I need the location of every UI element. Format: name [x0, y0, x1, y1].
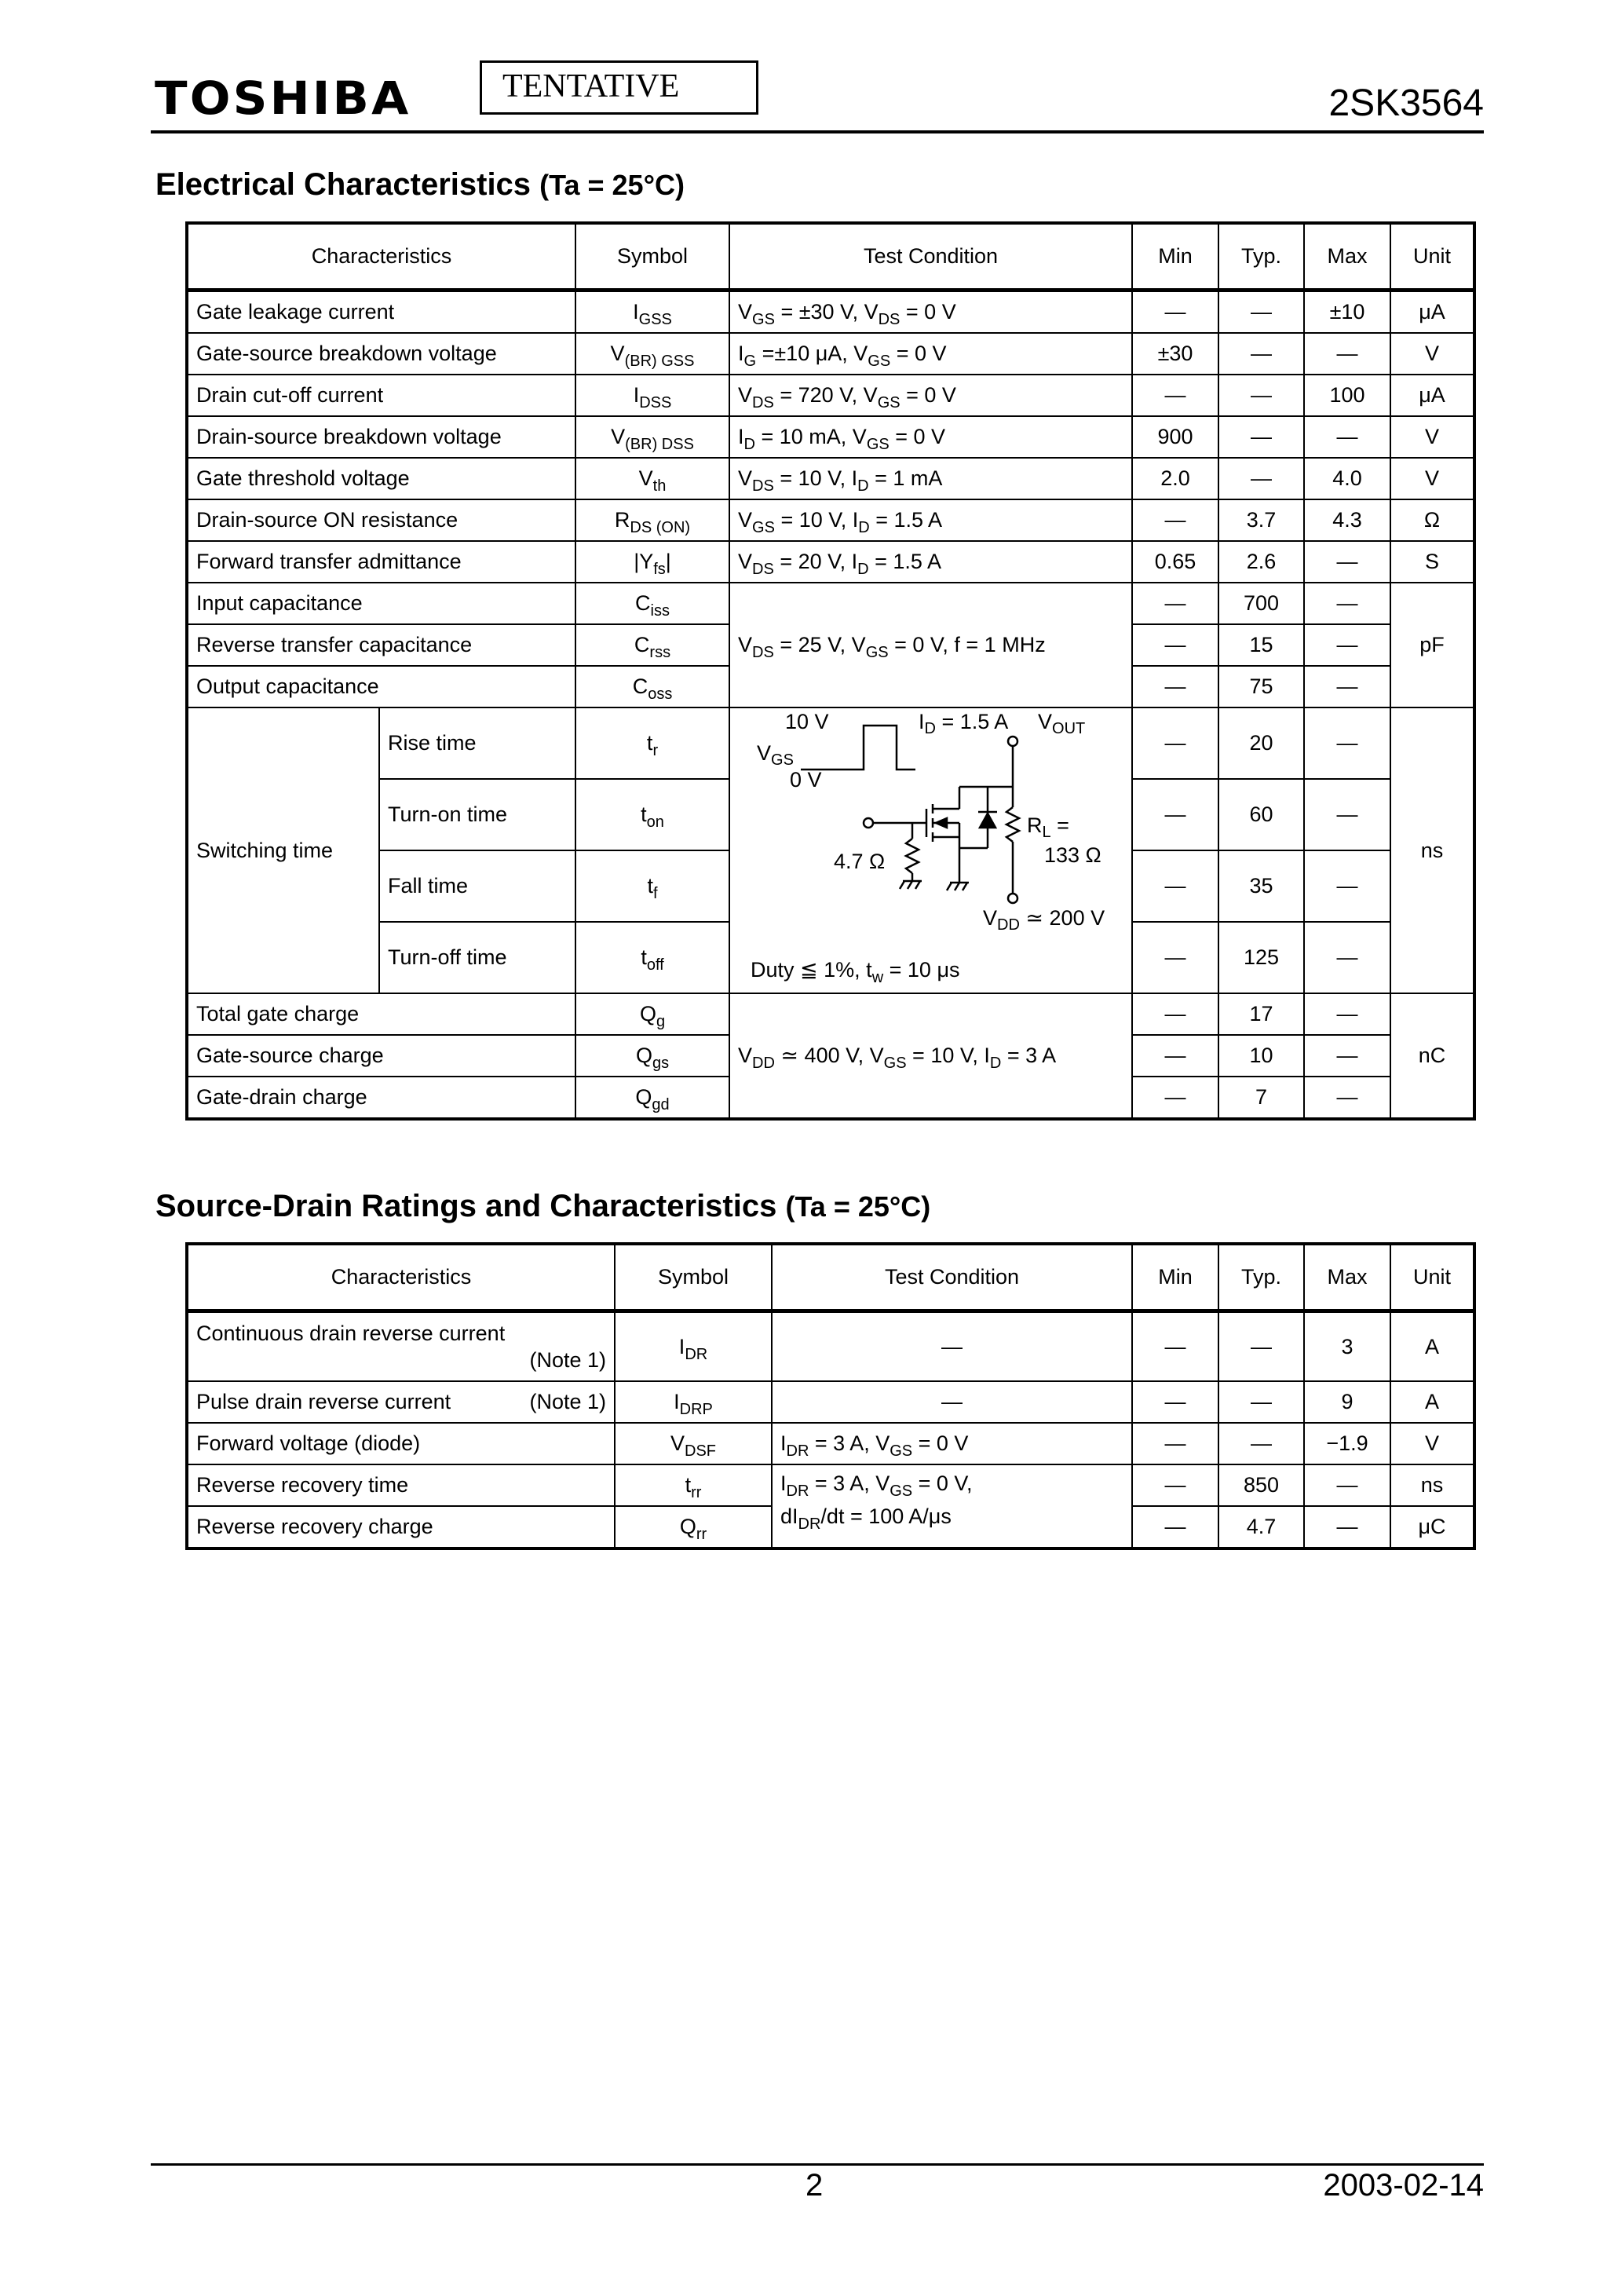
cell-switching-group: Switching time [187, 707, 379, 993]
cell-min: 0.65 [1132, 541, 1218, 583]
cell-max: 4.0 [1304, 458, 1390, 499]
table-row [187, 583, 1474, 624]
cell-symbol: $Q_{rr}$ [615, 1506, 772, 1548]
cell-max: — [1304, 779, 1390, 850]
cell-test-condition: $I_D = 10$ mA, $V_{GS} = 0$ V [729, 416, 1132, 458]
cell-symbol: $V_{(BR) GSS}$ [575, 333, 729, 375]
cell-min: — [1132, 375, 1218, 416]
header-unit: Unit [1390, 1244, 1474, 1311]
section-title-text: Electrical Characteristics [155, 167, 532, 202]
cell-max: −1.9 [1304, 1423, 1390, 1464]
header-rule [151, 130, 1484, 133]
table-row [187, 1423, 1474, 1464]
table-row [187, 1464, 1474, 1506]
header-max: Max [1304, 1244, 1390, 1311]
section-title-electrical [155, 169, 685, 200]
cell-typ: 20 [1218, 707, 1304, 779]
cell-min: — [1132, 1035, 1218, 1077]
cell-switching-param: Turn-off time [379, 922, 575, 993]
cell-max: — [1304, 1035, 1390, 1077]
table-row [187, 993, 1474, 1035]
cell-symbol: $Q_g$ [575, 993, 729, 1035]
toshiba-logo: TOSHIBA [155, 71, 411, 125]
cell-max: — [1304, 1077, 1390, 1119]
cell-symbol: $C_{oss}$ [575, 666, 729, 707]
cell-min: — [1132, 1506, 1218, 1548]
cell-symbol: $t_r$ [575, 707, 729, 779]
cell-test-condition: $V_{GS} = \pm 30$ V, $V_{DS} = 0$ V [729, 291, 1132, 334]
table-row [187, 291, 1474, 334]
table-row [187, 458, 1474, 499]
cell-symbol: $t_{rr}$ [615, 1464, 772, 1506]
cell-typ: 60 [1218, 779, 1304, 850]
cell-unit: ns [1390, 1464, 1474, 1506]
cell-symbol: $C_{iss}$ [575, 583, 729, 624]
cell-symbol: $t_{on}$ [575, 779, 729, 850]
load-resistor-icon [1006, 807, 1019, 842]
cell-min: — [1132, 583, 1218, 624]
duty-label: Duty ≦ 1%, $t_w = 10$ μs [751, 958, 960, 986]
header-max: Max [1304, 223, 1390, 291]
cell-unit: V [1390, 333, 1474, 375]
cell-symbol: $I_{DRP}$ [615, 1381, 772, 1423]
cell-symbol: $V_{DSF}$ [615, 1423, 772, 1464]
cell-characteristic: Input capacitance [187, 583, 575, 624]
cell-symbol: $Q_{gs}$ [575, 1035, 729, 1077]
table-row [187, 499, 1474, 541]
cell-test-condition: $V_{DD}$ ≃ 400 V, $V_{GS} = 10$ V, $I_D = 3$ A [729, 993, 1132, 1119]
cell-typ: 2.6 [1218, 541, 1304, 583]
cell-characteristic: Continuous drain reverse current (Note 1) [187, 1311, 615, 1382]
cell-test-condition: $V_{GS} = 10$ V, $I_D = 1.5$ A [729, 499, 1132, 541]
cell-symbol: $I_{DR}$ [615, 1311, 772, 1382]
page-number: 2 [806, 2168, 824, 2203]
cell-characteristic: Reverse transfer capacitance [187, 624, 575, 666]
section-title-text: Source-Drain Ratings and Characteristics [155, 1189, 777, 1223]
cell-symbol: $I_{DSS}$ [575, 375, 729, 416]
cell-unit: pF [1390, 583, 1474, 707]
table-row [187, 707, 1474, 779]
cell-max: 3 [1304, 1311, 1390, 1382]
cell-characteristic: Pulse drain reverse current (Note 1) [187, 1381, 615, 1423]
cell-max: — [1304, 993, 1390, 1035]
cell-characteristic: Gate leakage current [187, 291, 575, 334]
cell-symbol: $t_f$ [575, 850, 729, 922]
cell-characteristic: Gate-source charge [187, 1035, 575, 1077]
vdd-node [1008, 894, 1017, 903]
cell-test-condition: — [772, 1311, 1132, 1382]
cell-unit: Ω [1390, 499, 1474, 541]
cell-typ: — [1218, 375, 1304, 416]
header-min: Min [1132, 223, 1218, 291]
cell-unit: V [1390, 416, 1474, 458]
gate-input-node [864, 818, 873, 828]
cell-typ: 125 [1218, 922, 1304, 993]
cell-test-condition: $V_{DS} = 10$ V, $I_D = 1$ mA [729, 458, 1132, 499]
cell-test-condition: $I_G =\pm 10$ μA, $V_{GS} = 0$ V [729, 333, 1132, 375]
cell-test-condition: $V_{DS} = 720$ V, $V_{GS} = 0$ V [729, 375, 1132, 416]
cell-switching-param: Fall time [379, 850, 575, 922]
footer-rule [151, 2163, 1484, 2166]
cell-min: 900 [1132, 416, 1218, 458]
gate-low-label: 0 V [790, 768, 822, 792]
cell-unit: ns [1390, 707, 1474, 993]
cell-characteristic: Drain-source breakdown voltage [187, 416, 575, 458]
cell-max: — [1304, 1506, 1390, 1548]
table-header-row [187, 223, 1474, 291]
table-row [187, 333, 1474, 375]
section-title-condition: (Ta = 25°C) [785, 1190, 931, 1223]
source-drain-table [185, 1242, 1476, 1550]
gate-high-label: 10 V [785, 710, 829, 733]
vout-label: $V_{OUT}$ [1038, 710, 1086, 737]
gate-resistor-icon [906, 839, 919, 873]
cell-typ: — [1218, 1311, 1304, 1382]
cell-characteristic: Reverse recovery charge [187, 1506, 615, 1548]
mosfet-arrow-icon [936, 818, 947, 828]
cell-max: — [1304, 1464, 1390, 1506]
header-typ: Typ. [1218, 1244, 1304, 1311]
cell-min: — [1132, 499, 1218, 541]
cell-symbol: $V_{(BR) DSS}$ [575, 416, 729, 458]
cell-characteristic: Forward voltage (diode) [187, 1423, 615, 1464]
cell-min: — [1132, 1381, 1218, 1423]
cell-unit: μA [1390, 375, 1474, 416]
header-characteristics: Characteristics [187, 223, 575, 291]
cell-typ: — [1218, 416, 1304, 458]
cell-symbol: $C_{rss}$ [575, 624, 729, 666]
cell-characteristic: Gate-source breakdown voltage [187, 333, 575, 375]
cell-min: — [1132, 624, 1218, 666]
cell-max: — [1304, 416, 1390, 458]
cell-min: — [1132, 1077, 1218, 1119]
cell-unit: μA [1390, 291, 1474, 334]
cell-typ: 10 [1218, 1035, 1304, 1077]
cell-min: — [1132, 922, 1218, 993]
header-characteristics: Characteristics [187, 1244, 615, 1311]
rl-value: 133 Ω [1044, 843, 1101, 867]
id-label: $I_D = 1.5$ A [919, 710, 1009, 737]
tentative-stamp: TENTATIVE [480, 60, 758, 115]
cell-typ: 7 [1218, 1077, 1304, 1119]
cell-typ: 4.7 [1218, 1506, 1304, 1548]
cell-symbol: $I_{GSS}$ [575, 291, 729, 334]
cell-switching-param: Turn-on time [379, 779, 575, 850]
cell-min: — [1132, 993, 1218, 1035]
cell-unit: μC [1390, 1506, 1474, 1548]
table-row [187, 1311, 1474, 1382]
cell-typ: 35 [1218, 850, 1304, 922]
cell-typ: — [1218, 458, 1304, 499]
cell-typ: 700 [1218, 583, 1304, 624]
cell-symbol: $R_{DS (ON)}$ [575, 499, 729, 541]
cell-unit: V [1390, 1423, 1474, 1464]
cell-typ: 17 [1218, 993, 1304, 1035]
cell-max: — [1304, 707, 1390, 779]
cell-typ: 15 [1218, 624, 1304, 666]
cell-typ: 75 [1218, 666, 1304, 707]
cell-characteristic: Reverse recovery time [187, 1464, 615, 1506]
header-test-condition: Test Condition [772, 1244, 1132, 1311]
header-test-condition: Test Condition [729, 223, 1132, 291]
section-title-condition: (Ta = 25°C) [539, 169, 685, 201]
cell-typ: — [1218, 333, 1304, 375]
document-date: 2003-02-14 [1323, 2168, 1484, 2203]
cell-max: 100 [1304, 375, 1390, 416]
switching-test-circuit [730, 708, 1117, 988]
cell-symbol: $|Y_{fs}|$ [575, 541, 729, 583]
table-row [187, 416, 1474, 458]
cell-min: — [1132, 1423, 1218, 1464]
cell-characteristic: Gate-drain charge [187, 1077, 575, 1119]
cell-switching-param: Rise time [379, 707, 575, 779]
cell-test-condition: $I_{DR} = 3$ A, $V_{GS} = 0$ V, $dI_{DR}/dt = 100$ A/μs [772, 1464, 1132, 1548]
cell-characteristic: Gate threshold voltage [187, 458, 575, 499]
cell-unit: A [1390, 1311, 1474, 1382]
cell-unit: nC [1390, 993, 1474, 1119]
header-typ: Typ. [1218, 223, 1304, 291]
section-title-source-drain [155, 1190, 930, 1222]
cell-min: — [1132, 666, 1218, 707]
cell-min: ±30 [1132, 333, 1218, 375]
cell-test-condition: $V_{DS} = 25$ V, $V_{GS} = 0$ V, f = 1 MHz [729, 583, 1132, 707]
cell-characteristic: Output capacitance [187, 666, 575, 707]
cell-test-condition: — [772, 1381, 1132, 1423]
cell-typ: 3.7 [1218, 499, 1304, 541]
cell-unit: S [1390, 541, 1474, 583]
cell-typ: — [1218, 1423, 1304, 1464]
cell-test-condition: $V_{DS} = 20$ V, $I_D = 1.5$ A [729, 541, 1132, 583]
cell-test-condition: $I_{DR} = 3$ A, $V_{GS} = 0$ V [772, 1423, 1132, 1464]
cell-max: — [1304, 624, 1390, 666]
cell-min: — [1132, 850, 1218, 922]
cell-min: — [1132, 779, 1218, 850]
cell-typ: — [1218, 291, 1304, 334]
cell-max: — [1304, 583, 1390, 624]
cell-max: — [1304, 922, 1390, 993]
cell-characteristic: Forward transfer admittance [187, 541, 575, 583]
rl-label: $R_L$ = [1027, 813, 1069, 841]
gate-resistor-label: 4.7 Ω [834, 850, 886, 873]
table-row [187, 375, 1474, 416]
cell-typ: — [1218, 1381, 1304, 1423]
cell-symbol: $Q_{gd}$ [575, 1077, 729, 1119]
cell-max: — [1304, 850, 1390, 922]
cell-characteristic: Drain-source ON resistance [187, 499, 575, 541]
cell-unit: V [1390, 458, 1474, 499]
vout-node [1008, 737, 1017, 746]
vgs-label: $V_{GS}$ [757, 741, 794, 769]
cell-characteristic: Total gate charge [187, 993, 575, 1035]
cell-max: — [1304, 666, 1390, 707]
cell-typ: 850 [1218, 1464, 1304, 1506]
part-number: 2SK3564 [1328, 82, 1484, 124]
table-header-row [187, 1244, 1474, 1311]
cell-max: — [1304, 541, 1390, 583]
header-min: Min [1132, 1244, 1218, 1311]
header-unit: Unit [1390, 223, 1474, 291]
cell-max: 9 [1304, 1381, 1390, 1423]
cell-min: — [1132, 291, 1218, 334]
header-symbol: Symbol [615, 1244, 772, 1311]
cell-characteristic: Drain cut-off current [187, 375, 575, 416]
header-symbol: Symbol [575, 223, 729, 291]
cell-max: 4.3 [1304, 499, 1390, 541]
cell-min: — [1132, 1464, 1218, 1506]
cell-symbol: $t_{off}$ [575, 922, 729, 993]
vdd-label: $V_{DD}$ ≃ 200 V [983, 906, 1105, 934]
cell-min: — [1132, 1311, 1218, 1382]
table-row [187, 1381, 1474, 1423]
table-row [187, 541, 1474, 583]
cell-min: 2.0 [1132, 458, 1218, 499]
electrical-characteristics-table [185, 221, 1476, 1121]
cell-symbol: $V_{th}$ [575, 458, 729, 499]
cell-unit: A [1390, 1381, 1474, 1423]
cell-test-condition-circuit [729, 707, 1132, 993]
cell-max: ±10 [1304, 291, 1390, 334]
cell-max: — [1304, 333, 1390, 375]
body-diode-icon [980, 813, 995, 828]
cell-min: — [1132, 707, 1218, 779]
